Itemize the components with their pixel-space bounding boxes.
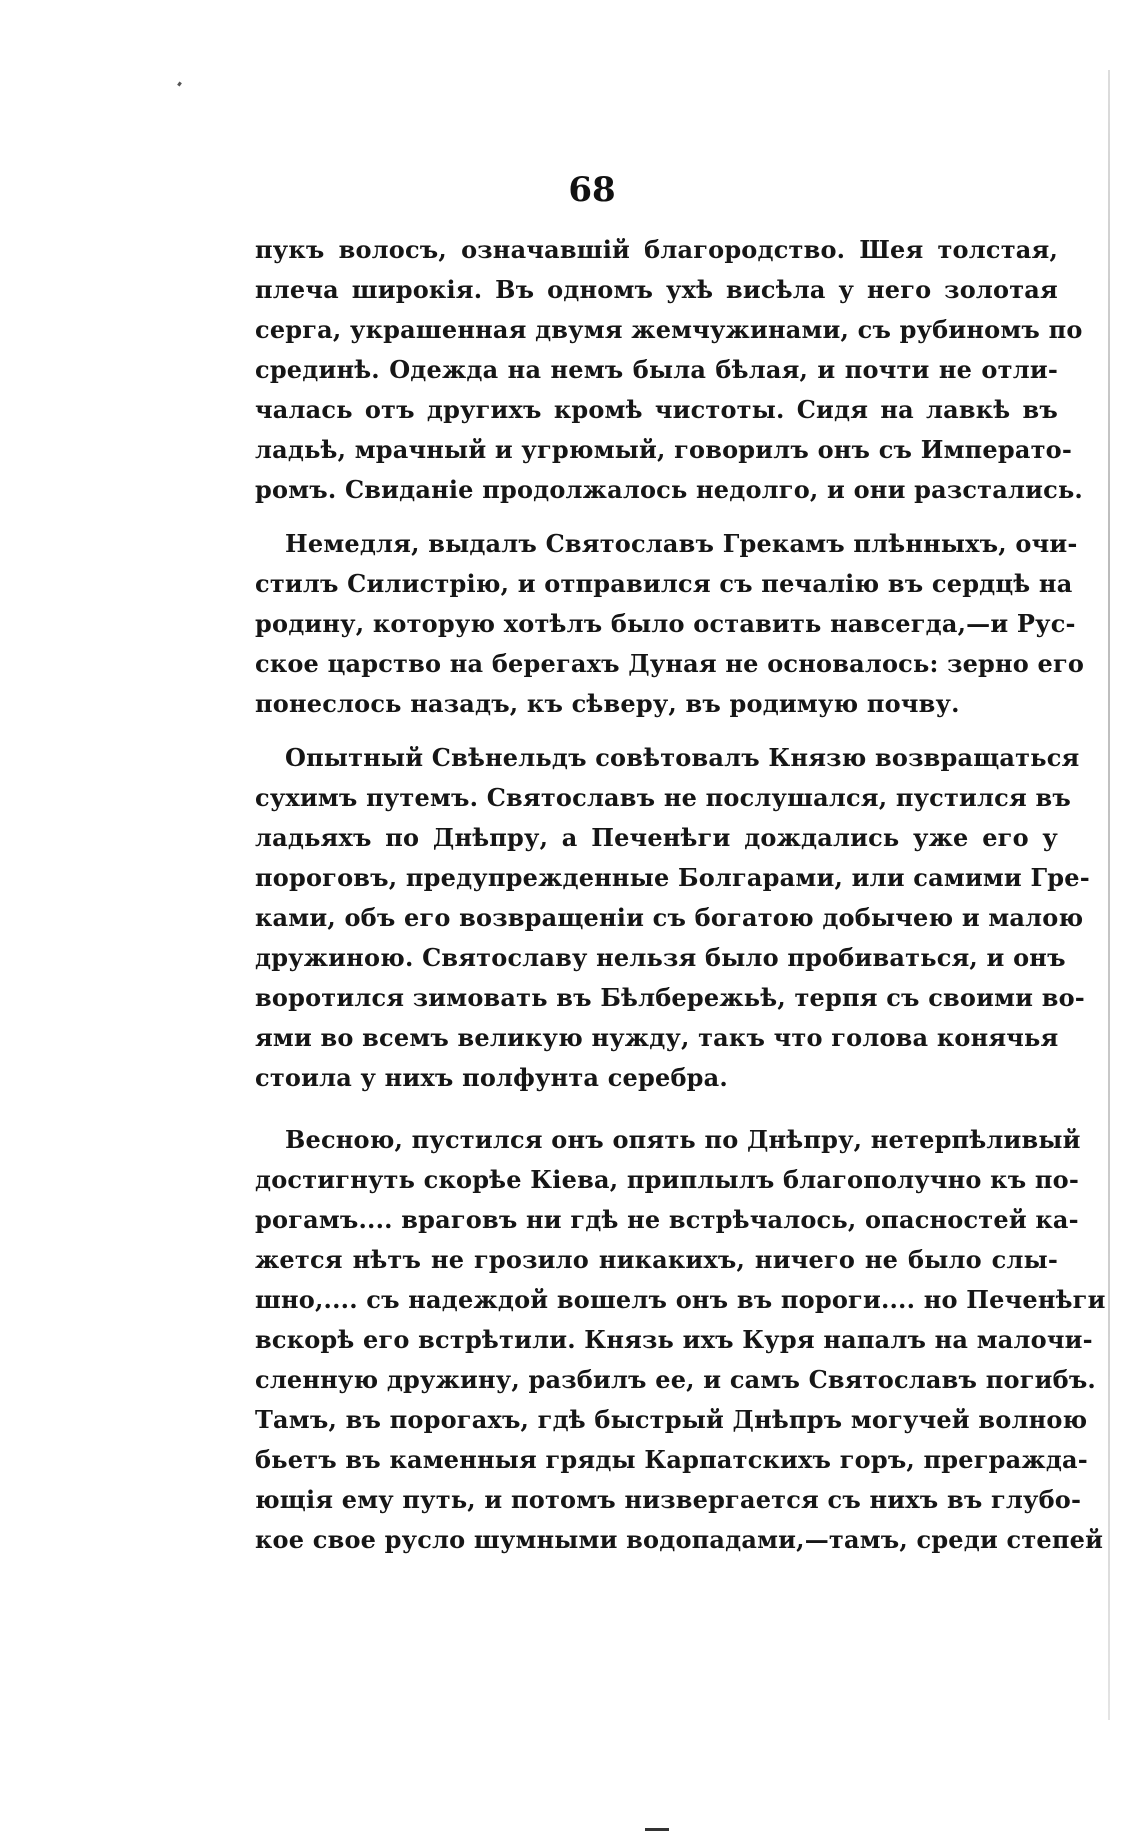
text-line: пукъ волосъ, означавшій благородство. Шея толстая, — [255, 235, 1058, 264]
text-line: бьетъ въ каменныя гряды Карпатскихъ горъ, преграждa- — [255, 1445, 1088, 1474]
text-line: рогамъ.... враговъ ни гдѣ не встрѣчалось, опасностей ка- — [255, 1205, 1079, 1234]
text-line: воротился зимовать въ Бѣлбережьѣ, терпя съ своими во- — [255, 983, 1085, 1012]
text-line: сухимъ путемъ. Святославъ не послушался, пустился въ — [255, 783, 1071, 812]
text-line: ромъ. Свиданіе продолжалось недолго, и они разстались. — [255, 475, 1083, 504]
text-line: ское царство на берегахъ Дуная не основалось: зерно его — [255, 649, 1085, 678]
page-number: 68 — [568, 170, 616, 210]
text-line: дружиною. Святославу нельзя было пробиваться, и онъ — [255, 943, 1066, 972]
text-line: стоила у нихъ полфунта серебра. — [255, 1063, 728, 1092]
footer-mark — [645, 1828, 669, 1831]
text-line: чалась отъ другихъ кромѣ чистоты. Сидя на лавкѣ въ — [255, 395, 1058, 424]
text-line: серга, украшенная двумя жемчужинами, съ рубиномъ по — [255, 315, 1083, 344]
text-line: жется нѣтъ не грозило никакихъ, ничего не было слы- — [255, 1245, 1058, 1274]
text-line: ками, объ его возвращеніи съ богатою добычею и малою — [255, 903, 1084, 932]
text-line: Опытный Свѣнельдъ совѣтовалъ Князю возвращаться — [285, 743, 1080, 772]
gutter-shadow — [1108, 70, 1110, 1720]
text-line: Тамъ, въ порогахъ, гдѣ быстрый Днѣпръ могучей волною — [255, 1405, 1088, 1434]
scan-speck — [177, 82, 182, 87]
paragraph-4 — [255, 1120, 1106, 1560]
text-line: пороговъ, предупрежденные Болгарами, или самими Гре- — [255, 863, 1090, 892]
text-line: ями во всемъ великую нужду, такъ что голова конячья — [255, 1023, 1059, 1052]
paragraph-1 — [255, 230, 1083, 510]
text-line: шно,.... съ надеждой вошелъ онъ въ пороги.... но Печенѣги — [255, 1285, 1106, 1314]
body-text — [255, 230, 1106, 1560]
paragraph-3 — [255, 738, 1090, 1098]
paragraph-2 — [255, 524, 1085, 724]
text-line: достигнуть скорѣе Кіева, приплылъ благополучно къ по- — [255, 1165, 1079, 1194]
text-line: срединѣ. Одежда на немъ была бѣлая, и почти не отли- — [255, 355, 1058, 384]
text-line: кое свое русло шумными водопадами,—тамъ, среди степей — [255, 1525, 1104, 1554]
text-line: родину, которую хотѣлъ было оставить навсегда,—и Рус- — [255, 609, 1076, 638]
text-line: ладьяхъ по Днѣпру, а Печенѣги дождались уже его у — [255, 823, 1058, 852]
text-line: ладьѣ, мрачный и угрюмый, говорилъ онъ съ Императо- — [255, 435, 1073, 464]
text-line: вскорѣ его встрѣтили. Князь ихъ Куря напалъ на малочи- — [255, 1325, 1093, 1354]
text-line: Немедля, выдалъ Святославъ Грекамъ плѣнныхъ, очи- — [285, 529, 1078, 558]
text-line: понеслось назадъ, къ сѣверу, въ родимую почву. — [255, 689, 960, 718]
text-line: сленную дружину, разбилъ ее, и самъ Святославъ погибъ. — [255, 1365, 1096, 1394]
text-line: стилъ Силистрію, и отправился съ печалію въ сердцѣ на — [255, 569, 1073, 598]
text-line: ющія ему путь, и потомъ низвергается съ нихъ въ глубо- — [255, 1485, 1082, 1514]
text-line: Весною, пустился онъ опять по Днѣпру, нетерпѣливый — [285, 1125, 1081, 1154]
text-line: плеча широкія. Въ одномъ ухѣ висѣла у него золотая — [255, 275, 1058, 304]
